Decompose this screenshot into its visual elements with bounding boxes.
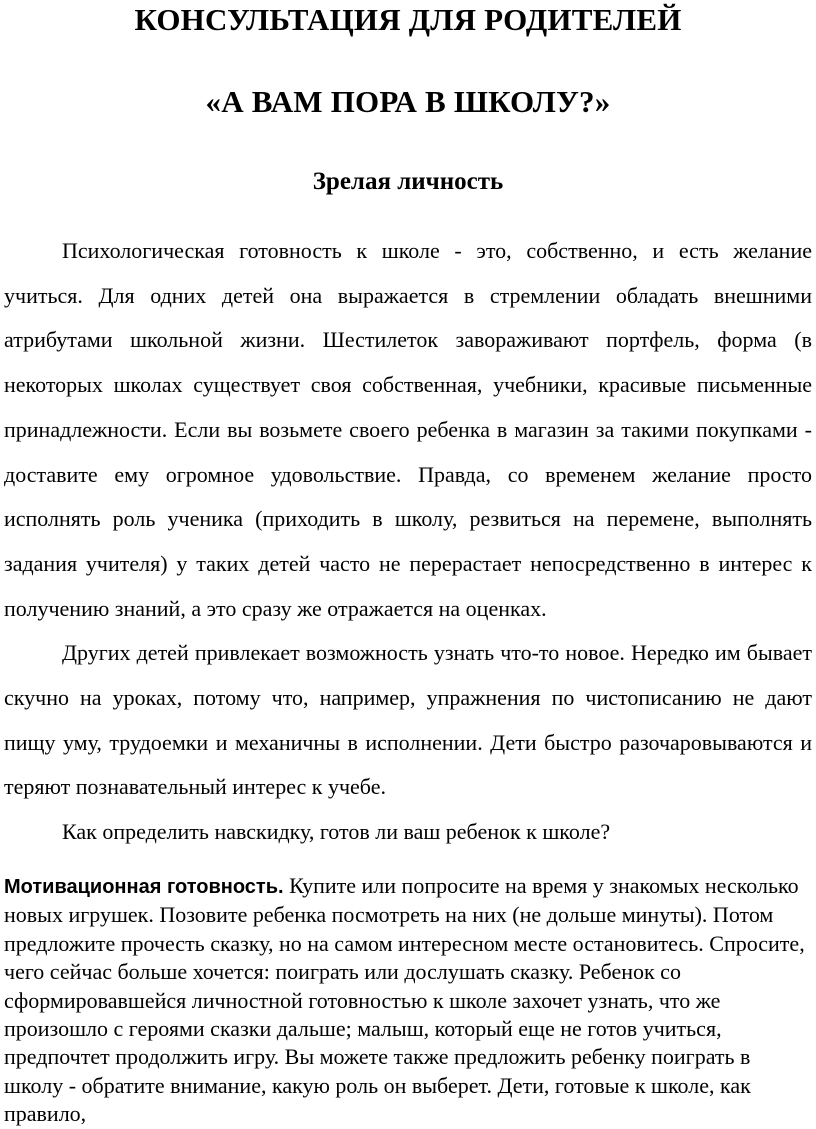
section-heading: Зрелая личность (312, 168, 504, 195)
document-title: КОНСУЛЬТАЦИЯ ДЛЯ РОДИТЕЛЕЙ (134, 2, 682, 37)
body-text (4, 229, 812, 855)
document-title-quote: «А ВАМ ПОРА В ШКОЛУ?» (205, 84, 611, 119)
motivation-text: Купите или попросите на время у знакомых несколько новых игрушек. Позовите ребенка посмотреть на них (не дольше минуты). Потом предложите прочесть сказку, но на самом интересном месте остановитесь. Спросите, чего сейчас больше хочется: поиграть или дослушать сказку. Ребенок со сформировавшейся личностной готовностью к школе захочет узнать, что же произошло с героями сказки дальше; малыш, который еще не готов учиться, предпочтет продолжить игру. Вы можете также предложить ребенку поиграть в школу - обратите внимание, какую роль он выберет. Дети, готовые к школе, как правило, (4, 873, 805, 1127)
paragraph: Психологическая готовность к школе - это, собственно, и есть желание учиться. Для одних детей она выражается в стремлении обладать внешними атрибутами школьной жизни. Шестилеток завораживают портфель, форма (в некоторых школах существует своя собственная, учебники, красивые письменные принадлежности. Если вы возьмете своего ребенка в магазин за такими покупками - доставите ему огромное удовольствие. Правда, со временем желание просто исполнять роль ученика (приходить в школу, резвиться на перемене, выполнять задания учителя) у таких детей часто не перерастает непосредственно в интерес к получению знаний, а это сразу же отражается на оценках. (4, 238, 812, 621)
motivation-paragraph (4, 872, 812, 1129)
motivation-lead: Мотивационная готовность. (4, 876, 284, 898)
paragraph: Как определить навскидку, готов ли ваш ребенок к школе? (62, 819, 611, 845)
paragraph: Других детей привлекает возможность узнать что-то новое. Нередко им бывает скучно на уроках, потому что, например, упражнения по чистописанию не дают пищу уму, трудоемки и механичны в исполнении. Дети быстро разочаровываются и теряют познавательный интерес к учебе. (4, 640, 812, 800)
